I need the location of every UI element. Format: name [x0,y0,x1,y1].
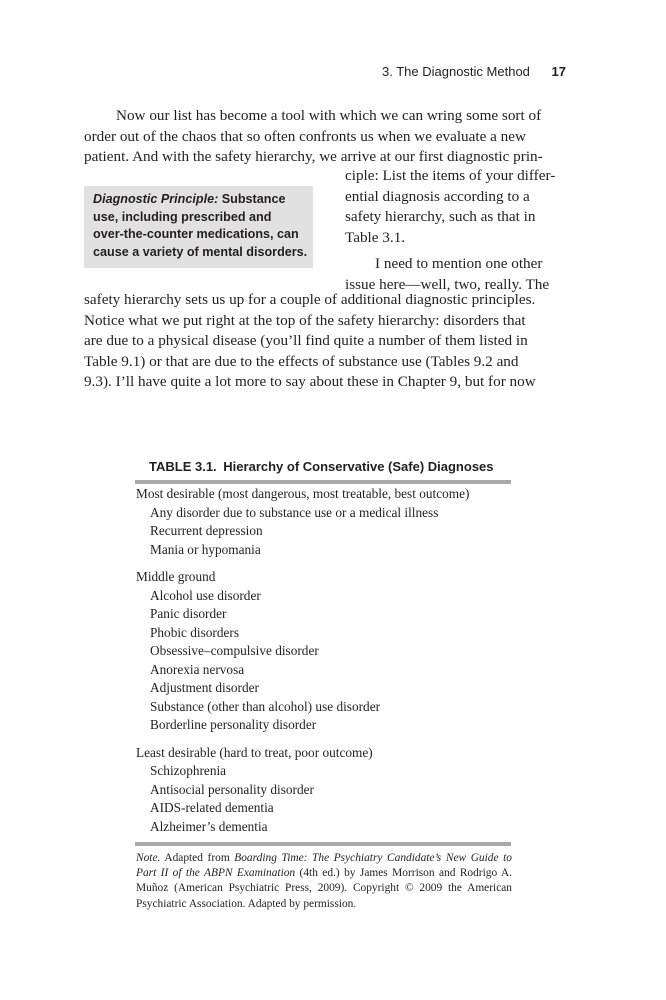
table-top-rule [135,480,511,484]
body-line: are due to a physical disease (you’ll find quite a number of them listed in [84,332,528,350]
side-line: issue here—well, two, really. The [345,275,550,293]
principle-line: use, including prescribed and [93,209,272,224]
table-caption [149,459,494,474]
side-column-text [345,166,565,296]
page-number: 17 [551,64,566,79]
table-item: Panic disorder [150,606,227,621]
principle-line: cause a variety of mental disorders. [93,244,308,259]
group-heading: Middle ground [136,569,216,584]
principle-line-1 [93,191,319,209]
body-line: 9.3). I’ll have quite a lot more to say about these in Chapter 9, but for now [84,373,536,391]
running-head [382,64,566,79]
note-book-title: Boarding Time: The Psychiatry Candidate’s New Guide to Part II of the ABPN Examination [136,852,512,880]
intro-line: Now our list has become a tool with which we can wring some sort of [116,107,542,124]
side-line: ciple: List the items of your differ- [345,167,556,184]
chapter-title: 3. The Diagnostic Method [382,64,530,79]
table-item: Substance (other than alcohol) use disorder [150,698,381,714]
side-line: ential diagnosis according to a [345,187,530,205]
body-line: Table 9.1) or that are due to the effects of substance use (Tables 9.2 and [84,352,519,370]
intro-line: order out of the chaos that so often confronts us when we evaluate a new [84,127,526,145]
table-title: Hierarchy of Conservative (Safe) Diagnoses [223,459,494,474]
table-item: AIDS-related dementia [150,800,274,815]
table-group-most-desirable [136,485,512,559]
table-item: Anorexia nervosa [150,661,245,677]
side-line: safety hierarchy, such as that in [345,208,536,226]
table-item: Any disorder due to substance use or a medical illness [150,504,439,520]
table-group-middle-ground [136,568,512,735]
table-note [136,851,512,912]
intro-line: patient. And with the safety hierarchy, we arrive at our first diagnostic prin- [84,148,543,166]
table-item: Mania or hypomania [150,541,261,557]
table-bottom-rule [135,842,511,846]
table-item: Adjustment disorder [150,680,259,695]
table-item: Alcohol use disorder [150,587,261,603]
principle-line: over-the-counter medications, can [93,227,299,242]
hierarchy-table [136,485,512,845]
diagnostic-principle-box [84,186,313,268]
group-heading: Least desirable (hard to treat, poor outcome) [136,744,373,760]
table-item: Obsessive–compulsive disorder [150,643,319,658]
principle-text: Substance [218,192,286,206]
table-item: Borderline personality disorder [150,717,317,732]
side-line: I need to mention one other [375,255,543,273]
paragraph-continued [84,290,565,393]
principle-label: Diagnostic Principle: [93,192,219,206]
table-item: Schizophrenia [150,763,227,778]
table-group-least-desirable [136,744,512,837]
note-label: Note. [136,852,161,864]
side-line: Table 3.1. [345,228,406,246]
body-line: safety hierarchy sets us up for a couple of additional diagnostic principles. [84,291,536,308]
paragraph-intro [84,106,565,168]
table-item: Alzheimer’s dementia [150,818,268,834]
group-heading: Most desirable (most dangerous, most treatable, best outcome) [136,486,470,501]
note-text-rest: (4th ed.) by James Morrison and Rodrigo A. Muñoz (American Psychiatric Press, 2009). Copyright © 2009 the American Psychiatric Association. Adapted by permission. [136,867,513,910]
table-item: Recurrent depression [150,523,263,538]
table-number: TABLE 3.1. [149,459,217,474]
table-item: Phobic disorders [150,624,240,640]
note-text: Adapted from [160,852,235,864]
body-line: Notice what we put right at the top of the safety hierarchy: disorders that [84,311,526,329]
table-item: Antisocial personality disorder [150,781,314,797]
